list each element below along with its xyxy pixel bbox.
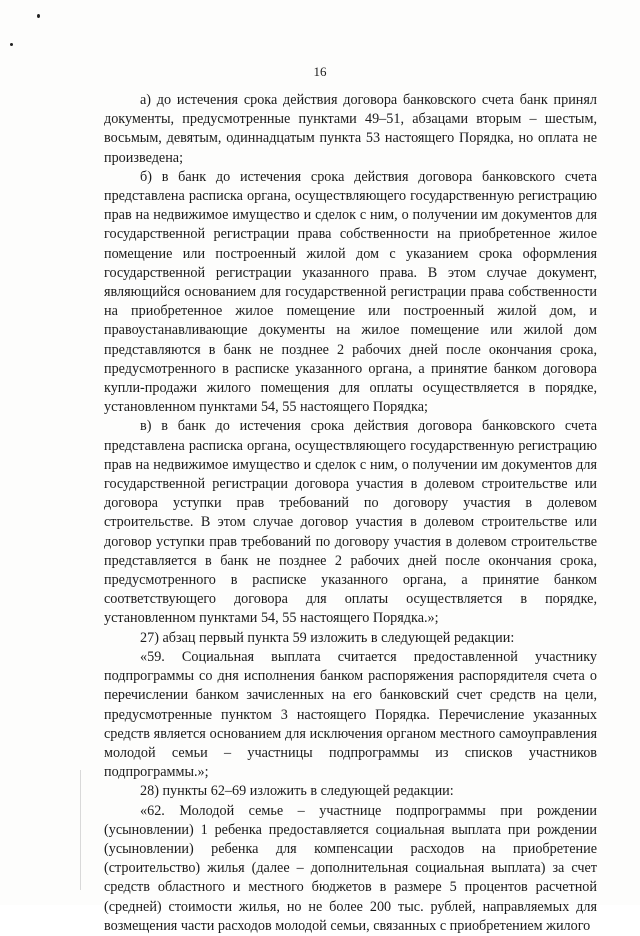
paragraph-point-62: «62. Молодой семье – участнице подпрограммы при рождении (усыновлении) 1 ребенка предоставляется социальная выплата при рождении (усыновлении) ребенка для компенсации расходов на приобретение (строительство) жилья (далее – дополнительная социальная выплата) за счет средств областного и местного бюджетов в размере 5 процентов расчетной (средней) стоимости жилья, но не более 200 тыс. рублей, направляемых для возмещения части расходов молодой семьи, связанных с приобретением жилого [104,802,597,934]
paragraph-b: б) в банк до истечения срока действия договора банковского счета представлена расписка органа, осуществляющего государственную регистрацию прав на недвижимое имущество и сделок с ним, о получении им документов для государственной регистрации права собственности на приобретенное жилое помещение или построенный жилой дом с указанием срока оформления государственной регистрации указанного права. В этом случае документ, являющийся основанием для государственной регистрации права собственности на приобретенное жилое помещение или построенный жилой дом, и правоустанавливающие документы на жилое помещение или жилой дом представляются в банк не позднее 2 рабочих дней после окончания срока, предусмотренного в расписке указанного органа, а принятие банком договора купли-продажи жилого помещения для оплаты осуществляется в порядке, установленном пунктами 54, 55 настоящего Порядка; [104,168,597,416]
page-number: 16 [313,64,327,79]
scan-speck [10,43,13,46]
paragraph-v: в) в банк до истечения срока действия договора банковского счета представлена расписка органа, осуществляющего государственную регистрацию прав на недвижимое имущество и сделок с ним, о получении им документов для государственной регистрации договора участия в долевом строительстве или договора уступки прав требований по договору участия в долевом строительстве. В этом случае договор участия в долевом строительстве или договор уступки прав требований по договору участия в долевом строительстве представляется в банк не позднее 2 рабочих дней после окончания срока, предусмотренного в расписке указанного органа, а принятие банком соответствующего договора для оплаты осуществляется в порядке, установленном пунктами 54, 55 настоящего Порядка.»; [104,418,597,627]
scan-speck [37,14,40,18]
paragraph-item-27: 27) абзац первый пункта 59 изложить в следующей редакции: [140,629,515,646]
scan-artifact-line [80,770,81,890]
paragraph-point-59: «59. Социальная выплата считается предоставленной участнику подпрограммы со дня исполнения банком распоряжения распорядителя счета о перечислении банком зачисленных на его банковский счет средств на цели, предусмотренные пунктом 3 настоящего Порядка. Перечисление указанных средств является основанием для исключения органом местного самоуправления молодой семьи – участницы подпрограммы из списков участников подпрограммы.»; [104,648,597,781]
paragraph-a: а) до истечения срока действия договора банковского счета банк принял документы, предусмотренные пунктами 49–51, абзацами вторым – шестым, восьмым, девятым, одиннадцатым пункта 53 настоящего Порядка, но оплата не произведена; [104,92,597,166]
paragraph-item-28: 28) пункты 62–69 изложить в следующей редакции: [140,783,454,800]
document-body [104,91,597,936]
